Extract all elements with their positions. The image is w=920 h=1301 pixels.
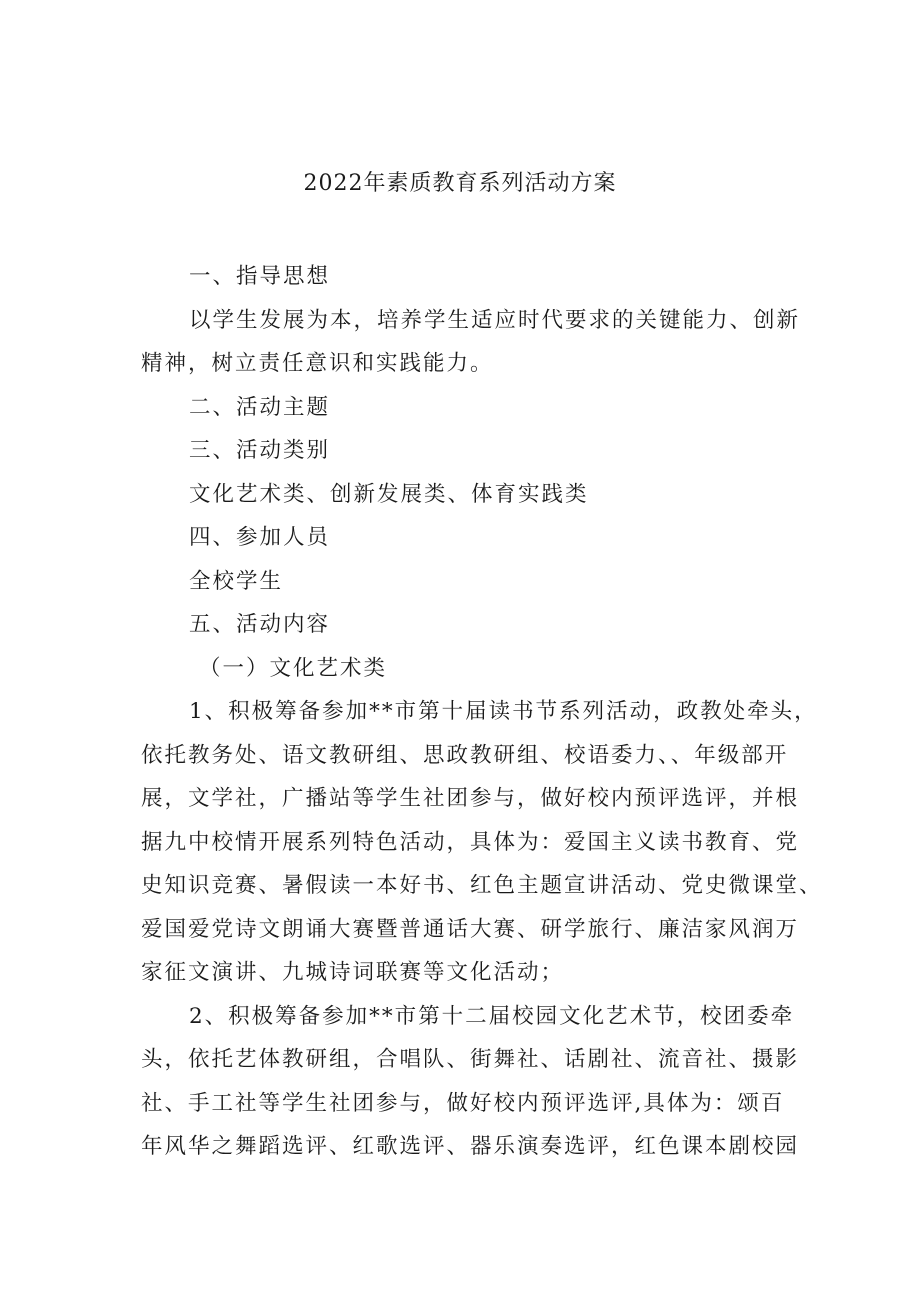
paragraph-line: 展，文学社，广播站等学生社团参与，做好校内预评选评，并根 xyxy=(141,786,800,811)
document-title: 2022年素质教育系列活动方案 xyxy=(303,171,617,196)
paragraph-line: 以学生发展为本，培养学生适应时代要求的关键能力、创新 xyxy=(189,307,801,333)
paragraph-line: 依托教务处、语文教研组、思政教研组、校语委力、、年级部开 xyxy=(141,742,789,768)
paragraph-line: 全校学生 xyxy=(189,568,284,594)
subsection-heading-culture-art: （一）文化艺术类 xyxy=(199,655,388,681)
section-heading-activity-content: 五、活动内容 xyxy=(189,612,331,637)
paragraph-line: 家征文演讲、九城诗词联赛等文化活动； xyxy=(141,960,565,985)
paragraph-line: 精神，树立责任意识和实践能力。 xyxy=(141,351,494,376)
paragraph-line: 头，依托艺体教研组，合唱队、街舞社、话剧社、流音社、摄影 xyxy=(141,1047,800,1072)
section-heading-activity-category: 三、活动类别 xyxy=(189,438,331,463)
paragraph-line: 据九中校情开展系列特色活动，具体为：爱国主义读书教育、党 xyxy=(141,829,800,855)
section-heading-guiding-thought: 一、指导思想 xyxy=(189,264,331,289)
paragraph-line: 年风华之舞蹈选评、红歌选评、器乐演奏选评，红色课本剧校园 xyxy=(141,1134,800,1159)
paragraph-line: 文化艺术类、创新发展类、体育实践类 xyxy=(189,481,589,507)
paragraph-line: 爱国爱党诗文朗诵大赛暨普通话大赛、研学旅行、廉洁家风润万 xyxy=(141,916,800,942)
paragraph-line: 2、积极筹备参加**市第十二届校园文化艺术节，校团委牵 xyxy=(189,1003,795,1029)
paragraph-line: 社、手工社等学生社团参与，做好校内预评选评,具体为：颂百 xyxy=(141,1090,785,1116)
paragraph-line: 1、积极筹备参加**市第十届读书节系列活动，政教处牵头， xyxy=(189,699,818,724)
section-heading-activity-theme: 二、活动主题 xyxy=(189,394,331,420)
paragraph-line: 史知识竞赛、暑假读一本好书、红色主题宣讲活动、党史微课堂、 xyxy=(141,873,823,898)
section-heading-participants: 四、参加人员 xyxy=(189,525,331,550)
document-body xyxy=(141,255,823,1169)
